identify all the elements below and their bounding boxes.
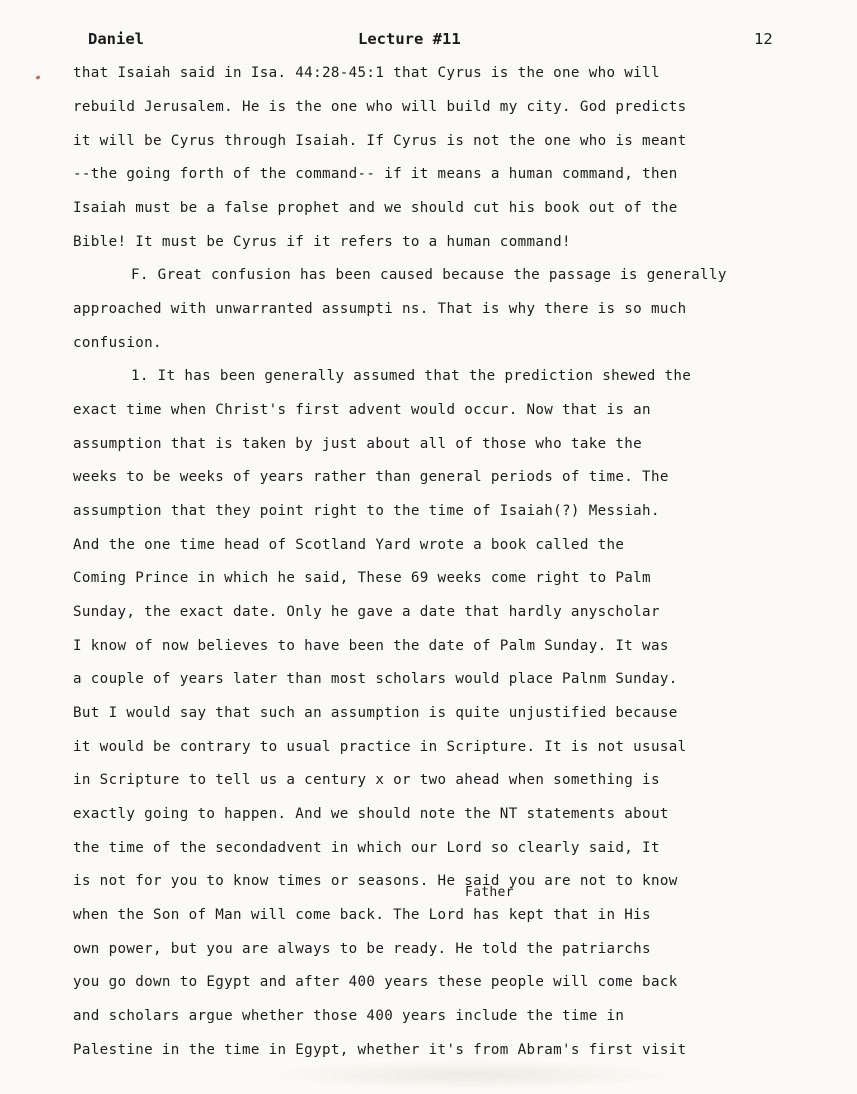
- text-line: exactly going to happen. And we should note the NT statements about: [73, 806, 669, 822]
- text-line: assumption that they point right to the time of Isaiah(?) Messiah.: [73, 503, 660, 519]
- text-line: --the going forth of the command-- if it means a human command, then: [73, 166, 678, 182]
- scan-smudge: [260, 1060, 680, 1090]
- text-line: Isaiah must be a false prophet and we should cut his book out of the: [73, 200, 678, 216]
- text-line: exact time when Christ's first advent would occur. Now that is an: [73, 402, 651, 418]
- text-line: and scholars argue whether those 400 years include the time in: [73, 1008, 625, 1024]
- text-line: I know of now believes to have been the date of Palm Sunday. It was: [73, 638, 669, 654]
- text-line: in Scripture to tell us a century x or two ahead when something is: [73, 772, 660, 788]
- text-line: Bible! It must be Cyrus if it refers to a human command!: [73, 234, 571, 250]
- text-line: is not for you to know times or seasons. He said you are not to know: [73, 873, 678, 889]
- text-line: the time of the secondadvent in which our Lord so clearly said, It: [73, 840, 660, 856]
- page-number: 12: [754, 30, 773, 48]
- text-line: But I would say that such an assumption is quite unjustified because: [73, 705, 678, 721]
- margin-mark: [36, 75, 41, 80]
- page-header: [0, 30, 857, 54]
- text-line: when the Son of Man will come back. The Lord has kept that in His: [73, 907, 651, 923]
- text-line: confusion.: [73, 335, 162, 351]
- text-line: that Isaiah said in Isa. 44:28-45:1 that Cyrus is the one who will: [73, 65, 660, 81]
- text-line: F. Great confusion has been caused because the passage is generally: [131, 267, 727, 283]
- text-line: you go down to Egypt and after 400 years these people will come back: [73, 974, 678, 990]
- text-line: assumption that is taken by just about all of those who take the: [73, 436, 643, 452]
- text-line: 1. It has been generally assumed that the prediction shewed the: [131, 368, 692, 384]
- interlinear-insert: Father: [465, 885, 514, 900]
- text-line: Sunday, the exact date. Only he gave a date that hardly anyscholar: [73, 604, 660, 620]
- text-line: it would be contrary to usual practice in Scripture. It is not ususal: [73, 739, 687, 755]
- text-line: it will be Cyrus through Isaiah. If Cyrus is not the one who is meant: [73, 133, 687, 149]
- text-line: a couple of years later than most scholars would place Palnm Sunday.: [73, 671, 678, 687]
- text-line: And the one time head of Scotland Yard wrote a book called the: [73, 537, 625, 553]
- text-line: Palestine in the time in Egypt, whether it's from Abram's first visit: [73, 1042, 687, 1058]
- text-line: weeks to be weeks of years rather than general periods of time. The: [73, 469, 669, 485]
- text-line: approached with unwarranted assumpti ns. That is why there is so much: [73, 301, 687, 317]
- text-line: Coming Prince in which he said, These 69 weeks come right to Palm: [73, 570, 651, 586]
- text-line: own power, but you are always to be ready. He told the patriarchs: [73, 941, 651, 957]
- lecture-number: Lecture #11: [358, 30, 461, 48]
- book-title: Daniel: [88, 30, 144, 48]
- text-line: rebuild Jerusalem. He is the one who will build my city. God predicts: [73, 99, 687, 115]
